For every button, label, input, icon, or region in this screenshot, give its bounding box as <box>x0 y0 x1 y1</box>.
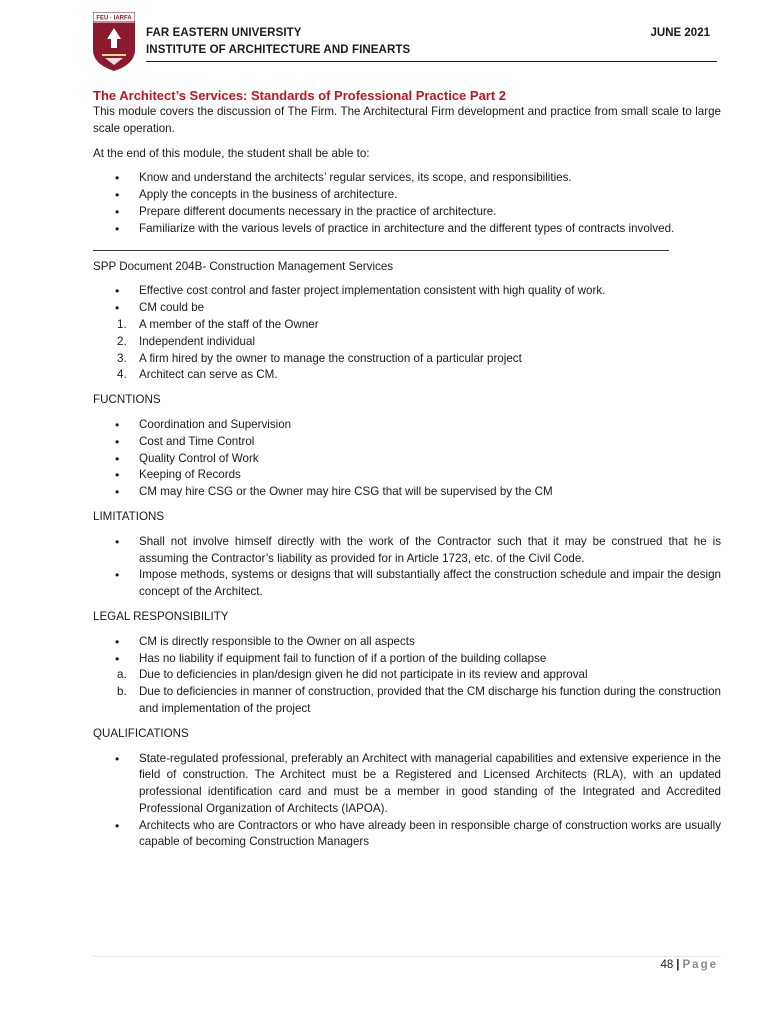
list-item <box>93 300 721 317</box>
cm-could-be-list <box>93 317 721 384</box>
limitations-heading: LIMITATIONS <box>93 509 165 523</box>
page-number: 48 <box>660 959 674 971</box>
list-item: • Keeping of Records <box>93 467 721 484</box>
page-footer <box>660 959 718 971</box>
functions-list <box>93 417 721 501</box>
module-title: The Architect’s Services: Standards of Professional Practice Part 2 <box>93 88 507 103</box>
list-marker: 2. <box>117 334 127 348</box>
qualifications-heading: QUALIFICATIONS <box>93 726 189 740</box>
list-item: • State-regulated professional, preferably an Architect with managerial capabilities and extensive experience in the field of construction. The Architect must be a Registered and Licensed Architects (RLA), with an updated professional identification card and must be a member in good standing of the Integrated and Accredited Professional Organization of Architects (IAPOA). <box>93 751 721 818</box>
objectives-lead: At the end of this module, the student shall be able to: <box>93 146 370 160</box>
limitations-list <box>93 534 721 601</box>
section-divider <box>93 250 669 251</box>
list-item: • Familiarize with the various levels of practice in architecture and the different types of contracts involved. <box>93 221 721 238</box>
list-item: • Architects who are Contractors or who have already been in responsible charge of construction works are usually capable of becoming Construction Managers <box>93 818 721 852</box>
cm-overview-list <box>93 283 721 317</box>
objectives-list <box>93 170 721 237</box>
list-item: • Cost and Time Control <box>93 434 721 451</box>
page-separator: | <box>676 959 680 971</box>
institute-name: INSTITUTE OF ARCHITECTURE AND FINEARTS <box>146 44 411 56</box>
list-item-label: CM could be <box>139 301 205 315</box>
module-content <box>93 87 721 851</box>
list-item: • Apply the concepts in the business of architecture. <box>93 187 721 204</box>
university-name: FAR EASTERN UNIVERSITY <box>146 27 302 39</box>
list-item: • Shall not involve himself directly with the work of the Contractor such that it may be construed that he is assuming the Contractor’s liability as provided for in Article 1723, etc. of the Civil Code. <box>93 534 721 568</box>
list-item: • Coordination and Supervision <box>93 417 721 434</box>
module-intro: This module covers the discussion of The Firm. The Architectural Firm development and practice from small scale to large scale operation. <box>93 105 721 135</box>
list-item: • Effective cost control and faster project implementation consistent with high quality of work. <box>93 283 721 300</box>
footer-rule <box>93 956 721 957</box>
list-item: 2. Independent individual <box>93 334 721 351</box>
list-item: a. Due to deficiencies in plan/design given he did not participate in its review and approval <box>93 667 721 684</box>
list-marker: 4. <box>117 368 127 382</box>
qualifications-list <box>93 751 721 852</box>
list-marker: b. <box>117 685 127 699</box>
svg-text:FEU · IARFA: FEU · IARFA <box>96 15 132 22</box>
header-rule <box>146 61 717 62</box>
list-item: 3. A firm hired by the owner to manage the construction of a particular project <box>93 351 721 368</box>
legal-heading: LEGAL RESPONSIBILITY <box>93 609 229 623</box>
list-item: • Impose methods, systems or designs that will substantially affect the construction schedule and impair the design concept of the Architect. <box>93 567 721 601</box>
list-item: • CM may hire CSG or the Owner may hire CSG that will be supervised by the CM <box>93 484 721 501</box>
legal-sub-list <box>93 667 721 717</box>
document-heading: SPP Document 204B- Construction Management Services <box>93 259 394 273</box>
list-marker: 1. <box>117 317 127 331</box>
list-item: • CM is directly responsible to the Owner on all aspects <box>93 634 721 651</box>
list-marker: a. <box>117 668 127 682</box>
legal-list <box>93 634 721 668</box>
list-item: 1. A member of the staff of the Owner <box>93 317 721 334</box>
list-marker: 3. <box>117 351 127 365</box>
list-item: • Has no liability if equipment fail to function of if a portion of the building collapse <box>93 651 721 668</box>
list-item: • Know and understand the architects’ regular services, its scope, and responsibilities. <box>93 170 721 187</box>
page-label: Page <box>682 959 718 971</box>
list-item: • Quality Control of Work <box>93 451 721 468</box>
list-item: • Prepare different documents necessary in the practice of architecture. <box>93 204 721 221</box>
university-seal-icon <box>93 12 135 72</box>
list-item: 4. Architect can serve as CM. <box>93 367 721 384</box>
functions-heading: FUCNTIONS <box>93 393 161 407</box>
list-item: b. Due to deficiencies in manner of construction, provided that the CM discharge his function during the construction and implementation of the project <box>117 685 721 715</box>
document-date: JUNE 2021 <box>650 27 710 39</box>
